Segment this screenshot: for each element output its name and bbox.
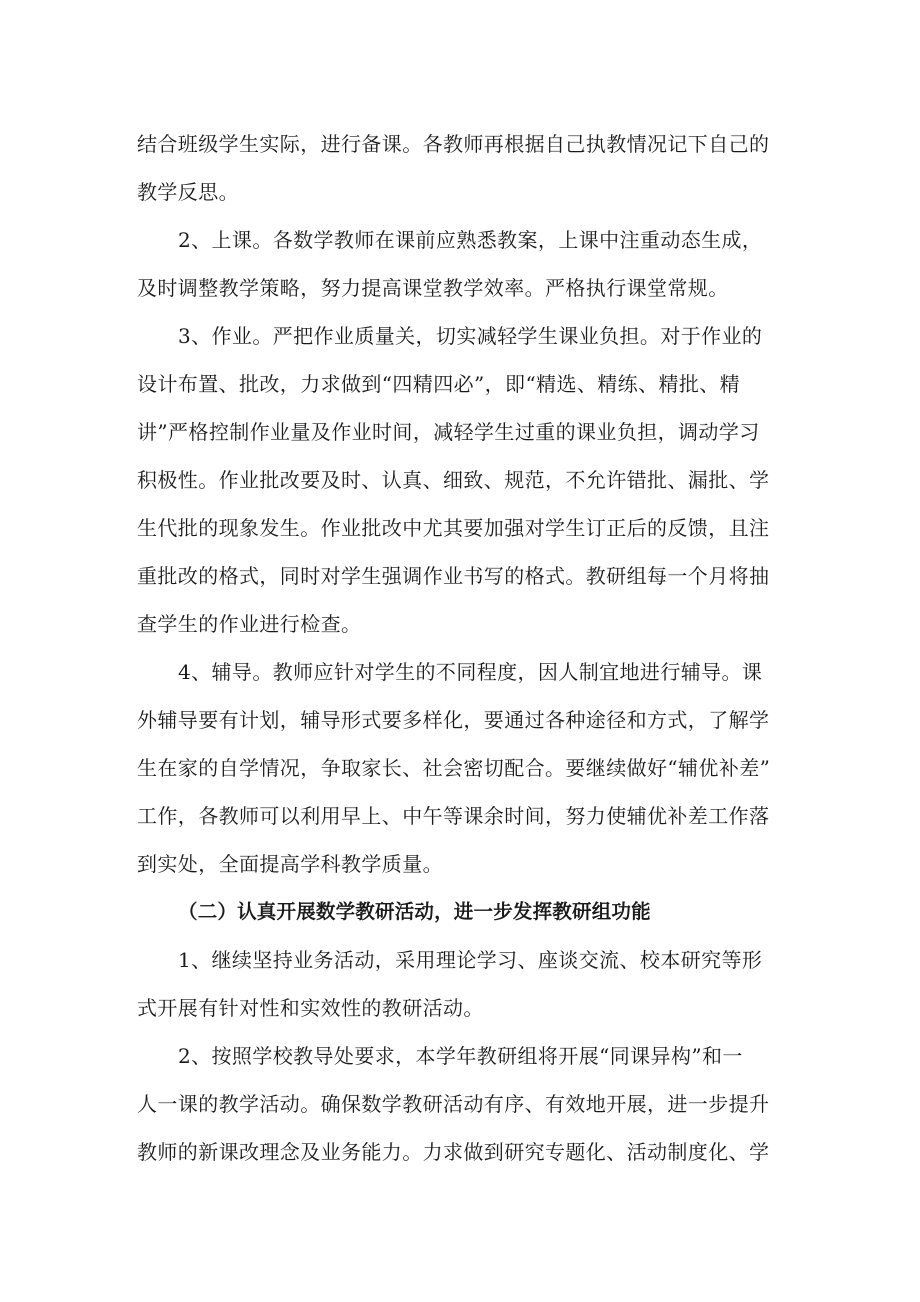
paragraph-line: 生在家的自学情况，争取家长、社会密切配合。要继续做好“辅优补差” bbox=[137, 756, 771, 780]
paragraph-line: 式开展有针对性和实效性的教研活动。 bbox=[137, 996, 484, 1020]
paragraph-line: 工作，各教师可以利用早上、中午等课余时间，努力使辅优补差工作落 bbox=[137, 804, 770, 828]
paragraph-line: 结合班级学生实际，进行备课。各教师再根据自己执教情况记下自己的 bbox=[137, 132, 770, 156]
paragraph-line: 生代批的现象发生。作业批改中尤其要加强对学生订正后的反馈，且注 bbox=[137, 516, 770, 540]
section-heading: （二）认真开展数学教研活动，进一步发挥教研组功能 bbox=[178, 900, 651, 923]
paragraph-line: 2、按照学校教导处要求，本学年教研组将开展“同课异构”和一 bbox=[178, 1044, 743, 1068]
paragraph-line: 积极性。作业批改要及时、认真、细致、规范，不允许错批、漏批、学 bbox=[137, 468, 770, 492]
paragraph-line: 教师的新课改理念及业务能力。力求做到研究专题化、活动制度化、学 bbox=[137, 1140, 770, 1164]
paragraph-line: 4、辅导。教师应针对学生的不同程度，因人制宜地进行辅导。课 bbox=[178, 660, 763, 684]
paragraph-line: 查学生的作业进行检查。 bbox=[137, 612, 362, 636]
paragraph-line: 3、作业。严把作业质量关，切实减轻学生课业负担。对于作业的 bbox=[178, 324, 763, 348]
paragraph-line: 到实处，全面提高学科教学质量。 bbox=[137, 852, 443, 876]
paragraph-line: 及时调整教学策略，努力提高课堂教学效率。严格执行课堂常规。 bbox=[137, 276, 729, 300]
paragraph-line: 重批改的格式，同时对学生强调作业书写的格式。教研组每一个月将抽 bbox=[137, 564, 770, 588]
paragraph-line: 外辅导要有计划，辅导形式要多样化，要通过各种途径和方式，了解学 bbox=[137, 708, 770, 732]
paragraph-line: 1、继续坚持业务活动，采用理论学习、座谈交流、校本研究等形 bbox=[178, 948, 763, 972]
paragraph-line: 讲”严格控制作业量及作业时间，减轻学生过重的课业负担，调动学习 bbox=[137, 420, 760, 444]
paragraph-line: 2、上课。各数学教师在课前应熟悉教案，上课中注重动态生成， bbox=[178, 228, 763, 252]
document-body bbox=[137, 120, 783, 1176]
paragraph-line: 设计布置、批改，力求做到“四精四必”，即“精选、精练、精批、精 bbox=[137, 372, 741, 396]
paragraph-line: 人一课的教学活动。确保数学教研活动有序、有效地开展，进一步提升 bbox=[137, 1092, 770, 1116]
paragraph-line: 教学反思。 bbox=[137, 180, 239, 204]
